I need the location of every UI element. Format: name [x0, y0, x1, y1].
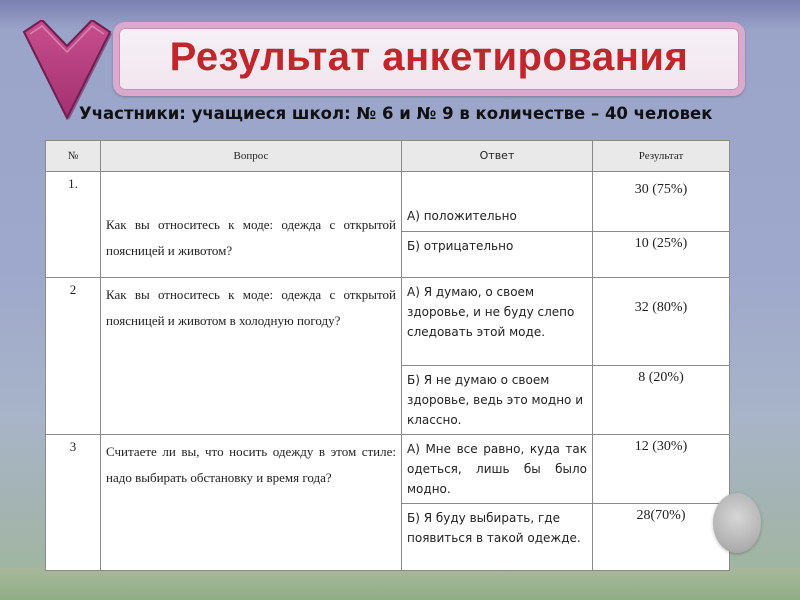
table-row: [46, 435, 730, 504]
result-cell: 8 (20%): [593, 366, 730, 435]
decorative-circle: [713, 493, 761, 553]
bottom-band: [0, 568, 800, 600]
result-cell: 32 (80%): [593, 278, 730, 366]
table-header-row: [46, 141, 730, 172]
question-cell: Считаете ли вы, что носить одежду в этом стиле: надо выбирать обстановку и время года?: [101, 435, 402, 571]
result-cell: 30 (75%): [593, 172, 730, 232]
page-title: Результат анкетирования: [169, 34, 689, 79]
table-row: [46, 172, 730, 232]
question-cell: Как вы относитесь к моде: одежда с открытой поясницей и животом в холодную погоду?: [101, 278, 402, 435]
participants-caption: Участники: учащиеся школ: № 6 и № 9 в количестве – 40 человек: [79, 104, 713, 123]
answer-cell: Б) Я не думаю о своем здоровье, ведь это модно и классно.: [402, 366, 593, 435]
result-cell: 28(70%): [593, 504, 730, 571]
result-cell: 10 (25%): [593, 232, 730, 278]
question-cell: Как вы относитесь к моде: одежда с открытой поясницей и животом?: [101, 172, 402, 278]
answer-cell: Б) отрицательно: [402, 232, 593, 278]
header-answer: Ответ: [402, 141, 593, 172]
row-number: 1.: [46, 172, 101, 278]
table-row: [46, 278, 730, 366]
answer-cell: Б) Я буду выбирать, где появиться в такой одежде.: [402, 504, 593, 571]
answer-cell: А) Мне все равно, куда так одеться, лишь бы было модно.: [402, 435, 593, 504]
title-banner: [113, 22, 745, 96]
row-number: 3: [46, 435, 101, 571]
answer-cell: А) Я думаю, о своем здоровье, и не буду слепо следовать этой моде.: [402, 278, 593, 366]
answer-cell: А) положительно: [402, 172, 593, 232]
row-number: 2: [46, 278, 101, 435]
header-number: №: [46, 141, 101, 172]
survey-results-table: [45, 140, 730, 571]
result-cell: 12 (30%): [593, 435, 730, 504]
header-question: Вопрос: [101, 141, 402, 172]
header-result: Результат: [593, 141, 730, 172]
